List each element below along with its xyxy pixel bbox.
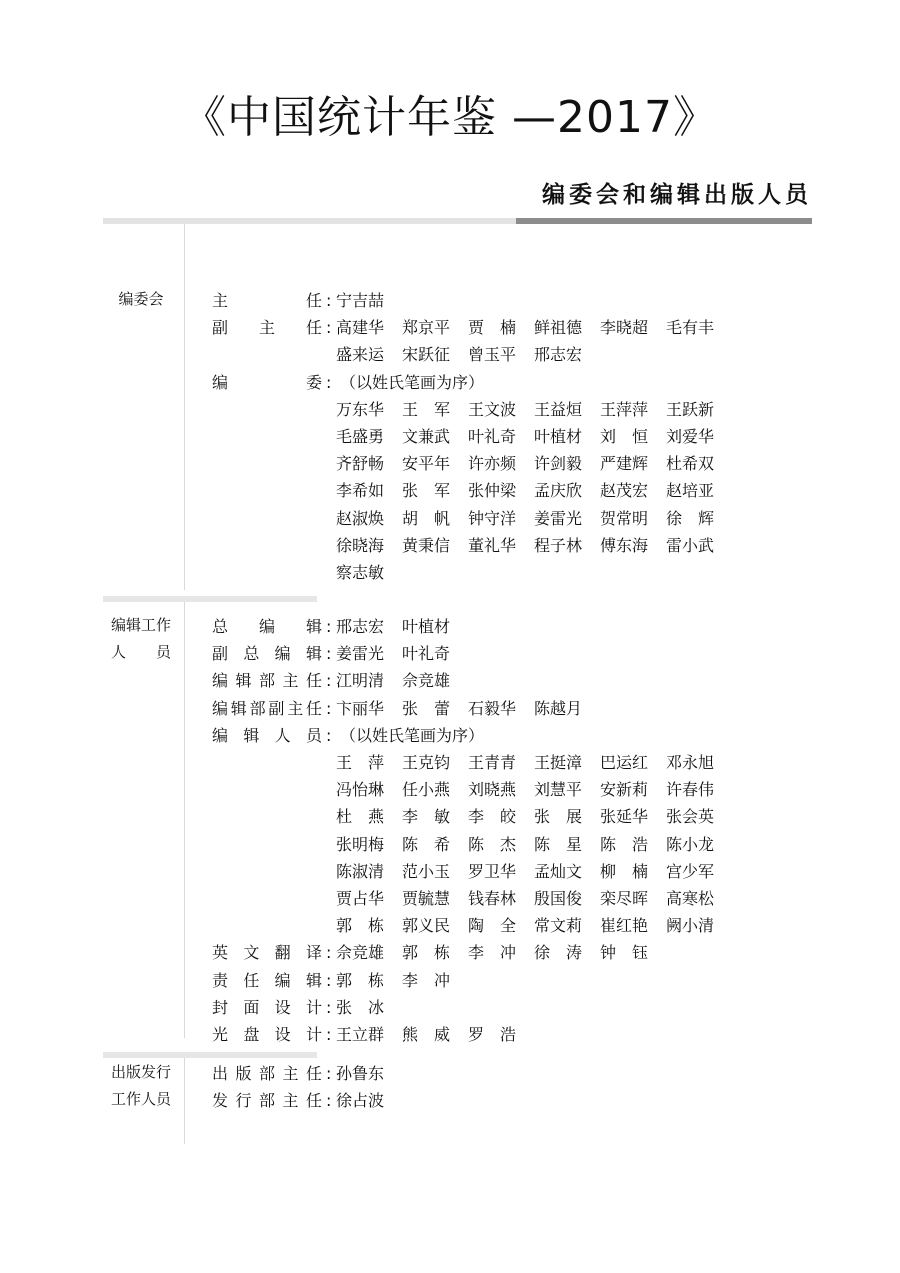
person-name: 傅东海 [600,535,649,555]
name-row [336,505,732,532]
person-name: 巴运红 [600,753,649,772]
role-label-char: 光 [212,1025,229,1044]
section-separator [103,1052,317,1058]
name-row [336,885,732,912]
role-label-char: 编 [274,644,291,664]
header-rule-light [103,218,516,224]
person-name: 徐 辉 [666,508,715,528]
role-label [212,695,322,722]
role-label [212,967,322,994]
role-label-char: 文 [243,943,260,963]
person-name: 李希如 [336,481,385,501]
name-list [336,667,468,694]
person-name: 郭义民 [402,916,451,936]
role-label-char: 任 [305,671,322,691]
person-name: 董礼华 [468,535,517,555]
person-name: 李 冲 [402,970,451,990]
name-list [336,640,468,667]
role-label-char: 编 [212,372,229,392]
name-row [336,423,732,450]
name-list [336,994,402,1021]
role-label-char: 辑 [230,698,247,718]
person-name: 陈 星 [534,834,583,854]
person-name: 王 军 [402,399,451,419]
role-label-char: 总 [243,644,260,664]
person-name: 王跃新 [666,399,715,419]
person-name: 贺常明 [600,508,649,528]
person-name: 姜雷光 [534,508,583,528]
section-label-line: 人 员 [110,643,171,661]
role-label-char: 辑 [305,970,322,990]
person-name: 姜雷光 [336,644,385,664]
role-label-char: 委 [305,372,322,392]
role-colon: : [326,617,332,636]
role-label [212,1060,322,1087]
page-subtitle: 编委会和编辑出版人员 [542,181,812,208]
role-row [212,1060,812,1087]
person-name: 徐占波 [336,1091,385,1111]
person-name: 齐舒畅 [336,454,385,474]
name-row [336,559,402,586]
role-label-char: 译 [305,943,322,963]
person-name: 叶植材 [534,427,583,446]
person-name: 许亦频 [468,454,517,474]
role-colon: : [326,291,332,310]
person-name: 王立群 [336,1025,385,1044]
person-name: 许春伟 [666,780,715,800]
role-label-char: 盘 [243,1025,260,1044]
person-name: 赵淑焕 [336,508,385,528]
role-colon: : [326,970,332,990]
role-label-char: 版 [235,1064,252,1083]
name-row [336,341,600,368]
role-label-char: 编 [212,698,229,718]
person-name: 刘晓燕 [468,780,517,800]
role-colon: : [326,1091,332,1111]
person-name: 杜 燕 [336,807,385,827]
name-list [336,287,402,314]
person-name: 邓永旭 [666,753,715,772]
person-name: 高建华 [336,318,385,338]
role-label-char: 行 [235,1091,252,1111]
person-name: 邢志宏 [336,617,385,636]
ordering-note: （以姓氏笔画为序） [340,372,485,392]
person-name: 徐 涛 [534,943,583,963]
header-rule-dark [516,218,812,224]
name-list [336,1060,402,1087]
section-label [100,1059,182,1113]
role-label-char: 发 [212,1091,229,1111]
person-name: 赵茂宏 [600,481,649,501]
person-name: 张延华 [600,807,649,827]
section-label [100,286,182,313]
person-name: 文兼武 [402,427,451,446]
person-name: 佘竞雄 [402,671,451,691]
name-row [336,532,732,559]
role-label-char: 部 [258,1091,275,1111]
person-name: 宋跃征 [402,345,451,365]
person-name: 李 敏 [402,807,451,827]
name-row [336,477,732,504]
name-list [336,314,732,341]
role-label-char: 主 [282,671,299,691]
person-name: 张明梅 [336,834,385,854]
person-name: 常文莉 [534,916,583,936]
role-colon: : [326,1025,332,1044]
person-name: 安平年 [402,454,451,474]
name-row [336,749,732,776]
role-label-char: 任 [305,1091,322,1111]
role-label-char: 任 [305,318,322,338]
person-name: 江明清 [336,671,385,691]
role-label-char: 辑 [305,644,322,664]
person-name: 柳 楠 [600,861,649,881]
person-name: 孟灿文 [534,861,583,881]
person-name: 殷国俊 [534,889,583,908]
role-label-char: 总 [212,617,229,636]
role-colon: : [326,1064,332,1083]
person-name: 王挺漳 [534,753,583,772]
person-name: 叶礼奇 [402,644,451,664]
person-name: 钱春林 [468,889,517,908]
person-name: 张 冰 [336,997,385,1017]
person-name: 孙鲁东 [336,1064,385,1083]
person-name: 张 蕾 [402,698,451,718]
role-colon: : [326,318,332,338]
role-colon: : [326,997,332,1017]
section-label-line: 出版发行 [110,1063,171,1081]
role-colon: : [326,698,332,718]
role-label-char: 编 [274,970,291,990]
person-name: 刘慧平 [534,780,583,800]
section-label-line: 编委会 [118,290,164,308]
section-separator [103,596,317,602]
section-label-line: 工作人员 [110,1090,171,1108]
person-name: 李 冲 [468,943,517,963]
person-name: 黄秉信 [402,535,451,555]
person-name: 任小燕 [402,780,451,800]
name-row [336,803,732,830]
role-row [212,939,812,966]
name-row [336,396,732,423]
role-label-char: 主 [287,698,304,718]
person-name: 钟 钰 [600,943,649,963]
role-label [212,1021,322,1048]
person-name: 陶 全 [468,916,517,936]
role-row [212,314,812,341]
role-label-char: 任 [305,291,322,310]
person-name: 杜希双 [666,454,715,474]
divider-line [184,1058,185,1144]
person-name: 郭 栋 [402,943,451,963]
person-name: 赵培亚 [666,481,715,501]
person-name: 栾尽晖 [600,889,649,908]
role-label-char: 责 [212,970,229,990]
person-name: 陈 浩 [600,834,649,854]
role-label [212,287,322,314]
role-label-char: 设 [274,1025,291,1044]
person-name: 许剑毅 [534,454,583,474]
person-name: 陈 杰 [468,834,517,854]
section-label-line: 编辑工作 [110,616,171,634]
person-name: 胡 帆 [402,508,451,528]
role-row [212,640,812,667]
role-label-char: 主 [258,318,275,338]
role-label-char: 编 [212,671,229,691]
role-row [212,1087,812,1114]
person-name: 范小玉 [402,861,451,881]
person-name: 钟守洋 [468,508,517,528]
role-label-char: 出 [212,1064,229,1083]
role-label-char: 编 [212,725,229,745]
person-name: 王益烜 [534,399,583,419]
role-label-char: 员 [305,725,322,745]
name-row [336,450,732,477]
person-name: 宫少军 [666,861,715,881]
person-name: 卞丽华 [336,698,385,718]
role-label [212,613,322,640]
person-name: 贾占华 [336,889,385,908]
person-name: 万东华 [336,399,385,419]
role-row [212,369,812,396]
role-row [212,722,812,749]
role-label-char: 翻 [274,943,291,963]
person-name: 郑京平 [402,318,451,338]
person-name: 盛来运 [336,345,385,365]
role-label [212,722,322,749]
name-row [336,912,732,939]
person-name: 邢志宏 [534,345,583,365]
person-name: 叶植材 [402,617,451,636]
person-name: 张 军 [402,481,451,501]
role-colon: : [326,372,332,392]
role-label [212,939,322,966]
person-name: 毛盛勇 [336,427,385,446]
person-name: 高寒松 [666,889,715,908]
role-row [212,667,812,694]
role-row [212,967,812,994]
person-name: 徐晓海 [336,535,385,555]
role-label-char: 副 [268,698,285,718]
person-name: 李 皎 [468,807,517,827]
role-label-char: 主 [212,291,229,310]
name-row [336,858,732,885]
role-row [212,1021,812,1048]
role-label-char: 英 [212,943,229,963]
person-name: 冯怡琳 [336,780,385,800]
person-name: 熊 威 [402,1025,451,1044]
person-name: 石毅华 [468,698,517,718]
role-label [212,1087,322,1114]
person-name: 雷小武 [666,535,715,555]
person-name: 严建辉 [600,454,649,474]
role-label-char: 任 [305,1064,322,1083]
role-label-char: 人 [274,725,291,745]
divider-line [184,224,185,590]
page-title: 《中国统计年鉴 —2017》 [182,92,718,143]
person-name: 王文波 [468,399,517,419]
role-label-char: 计 [305,1025,322,1044]
role-label-char: 主 [282,1091,299,1111]
name-list [336,1021,534,1048]
person-name: 佘竞雄 [336,943,385,963]
role-label-char: 编 [258,617,275,636]
person-name: 宁吉喆 [336,291,385,310]
role-label [212,314,322,341]
person-name: 张 展 [534,807,583,827]
role-label-char: 部 [258,1064,275,1083]
role-colon: : [326,671,332,691]
person-name: 陈淑清 [336,861,385,881]
name-list [336,1087,402,1114]
role-label-char: 计 [305,997,322,1017]
person-name: 郭 栋 [336,916,385,936]
role-label-char: 辑 [235,671,252,691]
person-name: 罗卫华 [468,861,517,881]
person-name: 安新莉 [600,780,649,800]
person-name: 王克钧 [402,753,451,772]
person-name: 鲜祖德 [534,318,583,338]
person-name: 程子林 [534,535,583,555]
role-label [212,369,322,396]
person-name: 李晓超 [600,318,649,338]
name-list [336,695,600,722]
person-name: 陈越月 [534,698,583,718]
person-name: 张会英 [666,807,715,827]
role-colon: : [326,725,332,745]
person-name: 崔红艳 [600,916,649,936]
person-name: 毛有丰 [666,318,715,338]
name-row [336,831,732,858]
person-name: 孟庆欣 [534,481,583,501]
section-label [100,612,182,666]
role-label-char: 面 [243,997,260,1017]
role-label-char: 任 [243,970,260,990]
name-list [336,967,468,994]
person-name: 察志敏 [336,563,385,582]
role-label-char: 辑 [305,617,322,636]
role-label-char: 副 [212,644,229,664]
name-list [336,613,468,640]
role-label-char: 任 [305,698,322,718]
person-name: 刘 恒 [600,427,649,446]
person-name: 郭 栋 [336,970,385,990]
person-name: 王 萍 [336,753,385,772]
role-label-char: 副 [212,318,229,338]
role-label-char: 部 [258,671,275,691]
role-row [212,287,812,314]
person-name: 罗 浩 [468,1025,517,1044]
role-colon: : [326,644,332,664]
person-name: 贾 楠 [468,318,517,338]
person-name: 阙小清 [666,916,715,936]
divider-line [184,602,185,1038]
name-list [336,939,666,966]
ordering-note: （以姓氏笔画为序） [340,725,485,745]
person-name: 叶礼奇 [468,427,517,446]
role-label-char: 封 [212,997,229,1017]
role-colon: : [326,943,332,963]
person-name: 贾毓慧 [402,889,451,908]
name-row [336,776,732,803]
role-label-char: 部 [249,698,266,718]
person-name: 刘爱华 [666,427,715,446]
person-name: 陈小龙 [666,834,715,854]
role-row [212,695,812,722]
role-label-char: 主 [282,1064,299,1083]
role-label [212,994,322,1021]
role-row [212,613,812,640]
person-name: 王萍萍 [600,399,649,419]
role-label [212,640,322,667]
person-name: 王青青 [468,753,517,772]
role-label-char: 辑 [243,725,260,745]
role-label-char: 设 [274,997,291,1017]
role-label [212,667,322,694]
role-row [212,994,812,1021]
person-name: 张仲梁 [468,481,517,501]
person-name: 陈 希 [402,834,451,854]
person-name: 曾玉平 [468,345,517,365]
